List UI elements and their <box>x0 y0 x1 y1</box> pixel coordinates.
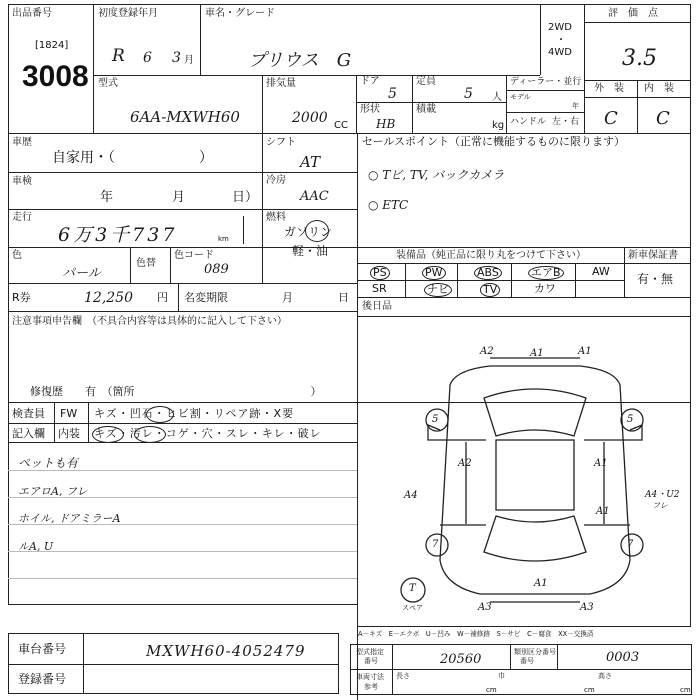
car-name-label: 車名・グレード <box>205 8 275 19</box>
grade-value: 3.5 <box>622 46 657 71</box>
doors-label: ドア <box>360 76 380 87</box>
fuel-diesel: 軽・油 <box>292 244 329 258</box>
damage-a1-top-2: A1 <box>578 346 592 357</box>
dealer-label: ディーラー・並行 <box>510 77 582 87</box>
interior-label: 内 装 <box>644 83 674 94</box>
dimensions-label-1: 車両寸法 <box>356 673 384 681</box>
remark-1: ペットも有 <box>18 456 79 470</box>
damage-legend: A－キズ E－エクボ U－凹み W－補修跡 S－サビ C－腐食 XX－交換済 <box>358 630 594 638</box>
dim-width: 巾 <box>498 672 505 680</box>
fuel-gas-circle <box>305 220 329 242</box>
spare-tire-label: スペア <box>402 604 423 612</box>
dim-width-unit: cm <box>584 686 595 694</box>
recycle-value: 12,250 <box>84 290 133 306</box>
sales-point-1: ○ Tビ, TV, バックカメラ <box>368 168 505 182</box>
shift-label: シフト <box>266 137 296 148</box>
notes-label: 注意事項申告欄 （不具合内容等は具体的に記入して下さい） <box>12 316 287 327</box>
damage-a1-top-1: A1 <box>530 348 544 359</box>
aircon-value: AAC <box>300 189 329 204</box>
damage-a2-left: A2 <box>458 458 472 469</box>
damage-a1-right-1: A1 <box>594 458 608 469</box>
equip-abs: ABS <box>474 266 502 280</box>
grade-label: 評 価 点 <box>608 8 658 19</box>
inspector-fw-items: キズ・凹石・ヒビ割・リペア跡・X要 <box>94 407 295 420</box>
interior-value: C <box>656 108 670 129</box>
fuel-label: 燃料 <box>266 212 286 223</box>
tire-rear-right: 7 <box>627 539 634 550</box>
reg-month: 3 <box>172 50 181 66</box>
history-value: 自家用・（ ） <box>52 150 213 166</box>
handle-opts: 左・右 <box>552 117 580 127</box>
equip-leather: カワ <box>534 282 556 295</box>
class-label-2: 番号 <box>520 657 534 665</box>
displacement-value: 2000 <box>292 110 328 126</box>
tire-front-right: 5 <box>627 414 634 425</box>
reg-month-unit: 月 <box>184 55 194 66</box>
inspection-year: 年 <box>100 190 114 205</box>
remark-3: ホイル, ドアミラーA <box>18 512 121 525</box>
dim-height-unit: cm <box>680 686 691 694</box>
class-label-1: 類別区分番号 <box>514 648 556 656</box>
name-change-label: 名変期限 <box>184 291 228 304</box>
color-change-label: 色替 <box>136 258 156 269</box>
tire-rear-left: 7 <box>432 539 439 550</box>
damage-a1-bottom: A1 <box>534 578 548 589</box>
equip-airbag: エアB <box>528 266 564 280</box>
color-label: 色 <box>12 250 22 261</box>
in-circle-1 <box>92 426 124 443</box>
chassis-label: 車台番号 <box>18 642 67 656</box>
aircon-label: 冷房 <box>266 175 286 186</box>
doors-value: 5 <box>388 86 397 102</box>
fw-circle <box>146 406 174 423</box>
name-change-month: 月 <box>282 291 293 304</box>
color-code-label: 色コード <box>174 250 214 261</box>
mileage-value: 6万3千737 <box>58 224 178 246</box>
color-code: 089 <box>204 262 229 277</box>
capacity-value: 5 <box>464 86 473 102</box>
reg-year-label: 初度登録年月 <box>98 8 158 19</box>
load-unit: kg <box>492 120 505 131</box>
lot-label: 出品番号 <box>12 8 52 19</box>
reg-era: R <box>112 46 125 66</box>
mileage-unit: km <box>218 235 229 243</box>
inspector-in-items: キズ・汚レ・コゲ・穴・スレ・キレ・破レ <box>94 427 322 440</box>
recycle-label: R券 <box>12 291 31 304</box>
fuel-gas: ガソリン <box>284 225 333 239</box>
lot-bracket: [1824] <box>35 40 69 51</box>
displacement-unit: CC <box>334 120 348 131</box>
repair-history: 修復歴 有 （箇所 ） <box>30 385 322 398</box>
equip-pw: PW <box>422 266 446 280</box>
capacity-unit: 人 <box>492 92 502 103</box>
name-change-day: 日 <box>338 291 349 304</box>
damage-a3-bottom-1: A3 <box>478 602 492 613</box>
equipment-label: 装備品（純正品に限り丸をつけて下さい） <box>396 250 586 261</box>
dim-length: 長さ <box>396 672 410 680</box>
inspection-day: 日） <box>232 190 259 205</box>
equip-navi: ナビ <box>424 283 452 297</box>
registration-label: 登録番号 <box>18 672 67 686</box>
shape-label: 形状 <box>360 104 380 115</box>
remark-2: エアロA, フレ <box>18 485 88 498</box>
equip-sr: SR <box>372 282 387 295</box>
designation-value: 20560 <box>440 652 482 667</box>
damage-a2-top: A2 <box>480 346 494 357</box>
model-year-label: モデル <box>510 93 531 101</box>
model-label: 型式 <box>98 78 118 89</box>
damage-a3-bottom-2: A3 <box>580 602 594 613</box>
car-name: プリウス G <box>248 50 352 71</box>
shift-value: AT <box>300 153 321 171</box>
damage-a4-u2: A4・U2 <box>645 490 680 500</box>
displacement-label: 排気量 <box>266 78 296 89</box>
capacity-label: 定員 <box>416 76 436 87</box>
exterior-value: C <box>604 108 618 129</box>
sales-points-label: セールスポイント（正常に機能するものに限ります） <box>362 135 626 148</box>
model-value: 6AA-MXWH60 <box>130 108 240 126</box>
inspector-in: 内装 <box>58 427 80 440</box>
shape-value: HB <box>376 117 396 131</box>
remark-4: ルA, U <box>18 540 54 553</box>
inspector-label-1: 検査員 <box>12 407 45 420</box>
exterior-label: 外 装 <box>594 83 624 94</box>
designation-label-2: 番号 <box>364 657 378 665</box>
damage-fure: フレ <box>652 501 668 510</box>
dim-length-unit: cm <box>486 686 497 694</box>
load-label: 積載 <box>416 104 436 115</box>
chassis-number: MXWH60-4052479 <box>146 642 306 660</box>
equip-ps: PS <box>370 266 390 280</box>
dimensions-label-2: 参考 <box>364 683 378 691</box>
mileage-label: 走行 <box>12 212 32 223</box>
inspection-month: 月 <box>172 190 186 205</box>
handle-label: ハンドル <box>510 117 547 127</box>
sales-point-2: ○ ETC <box>368 198 409 212</box>
inspector-label-2: 記入欄 <box>12 427 45 440</box>
equip-aw: AW <box>592 265 610 278</box>
warranty-value: 有・無 <box>637 272 674 286</box>
drive-2wd: 2WD <box>548 22 572 33</box>
reg-year: 6 <box>143 50 152 66</box>
history-label: 車歴 <box>12 137 32 148</box>
color-value: パール <box>62 266 101 281</box>
lot-number: 3008 <box>22 60 89 93</box>
drive-dot: ・ <box>556 35 566 46</box>
inspector-fw: FW <box>60 407 78 420</box>
damage-a1-right-2: A1 <box>596 506 610 517</box>
class-value: 0003 <box>606 650 640 665</box>
designation-label-1: 型式指定 <box>356 648 384 656</box>
drive-4wd: 4WD <box>548 47 572 58</box>
dim-height: 高さ <box>598 672 612 680</box>
tire-front-left: 5 <box>432 414 439 425</box>
damage-a4-left: A4 <box>404 490 418 501</box>
inspection-label: 車検 <box>12 176 32 187</box>
equip-tv: TV <box>480 283 500 297</box>
spare-tire: T <box>409 583 416 594</box>
rear-seat-label: 後日品 <box>362 301 392 312</box>
recycle-unit: 円 <box>157 291 168 304</box>
warranty-label: 新車保証書 <box>628 250 678 261</box>
in-circle-2 <box>134 426 166 443</box>
year-label: 年 <box>572 102 579 110</box>
